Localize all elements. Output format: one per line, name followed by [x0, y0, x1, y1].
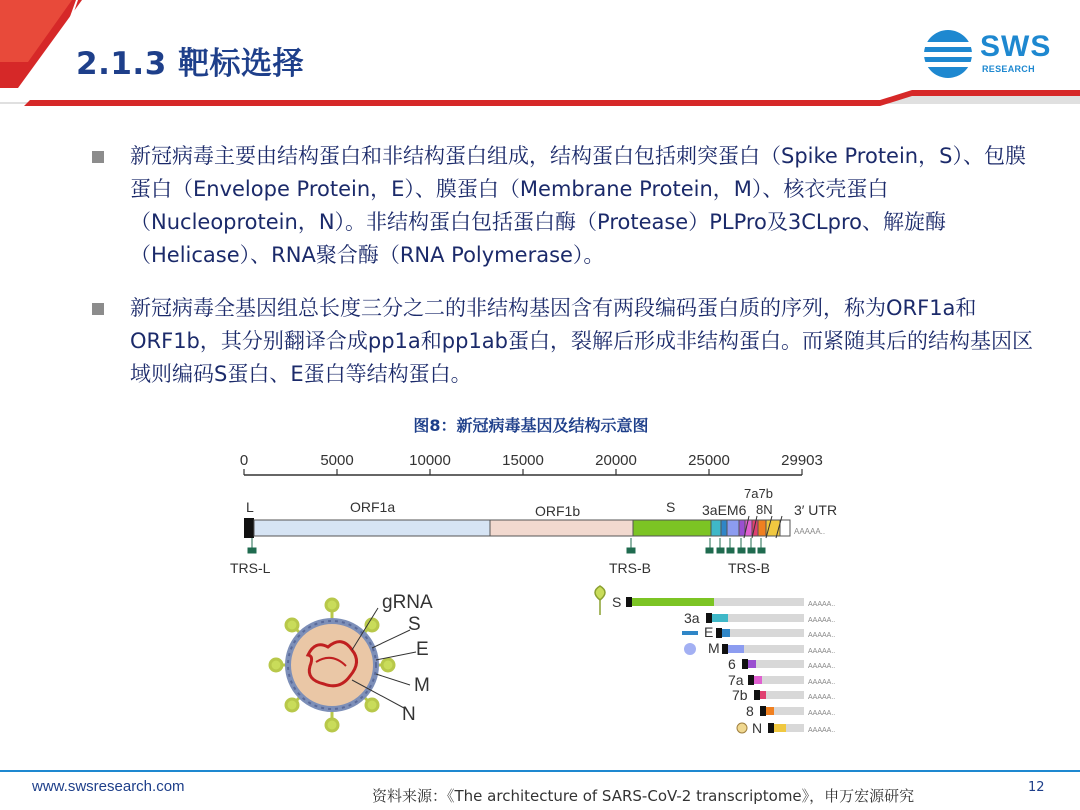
bullet-list	[92, 140, 1042, 411]
genome-label-orf1b: ORF1b	[535, 503, 581, 519]
sg-polya: AAAAA..	[808, 679, 836, 686]
genome-polya-label: AAAAA..	[794, 527, 826, 536]
bullet-square-icon	[92, 151, 104, 163]
s-block	[633, 520, 711, 536]
sg-label-3a: 3a	[684, 610, 700, 626]
sg-polya: AAAAA..	[808, 632, 836, 639]
sg-label-s: S	[612, 594, 622, 610]
orf6-block	[739, 520, 745, 536]
e-block	[721, 520, 727, 536]
genome-label-8n: 8N	[756, 502, 773, 517]
trs-markers	[248, 538, 765, 553]
genome-label-l: L	[246, 499, 254, 515]
genome-label-7a7b: 7a7b	[744, 486, 773, 501]
genome-label-small-orfs: 3aEM6	[702, 502, 747, 518]
bullet-text: 新冠病毒全基因组总长度三分之二的非结构基因含有两段编码蛋白质的序列，称为ORF1a和ORF1b，其分别翻译合成pp1a和pp1ab蛋白，裂解后形成非结构蛋白。而紧随其后的结构基因区域则编码S蛋白、E蛋白等结构蛋白。	[130, 296, 1033, 386]
genome-label-orf1a: ORF1a	[350, 499, 396, 515]
logo-text: SWS	[980, 30, 1052, 63]
bullet-text: 新冠病毒主要由结构蛋白和非结构蛋白组成，结构蛋白包括刺突蛋白（Spike Protein，S）、包膜蛋白（Envelope Protein，E）、膜蛋白（Membrane Protein，M）、核衣壳蛋白（Nucleoprotein，N）。非结构蛋白包括蛋白酶（Protease）PLPro及3CLpro、解旋酶（Helicase）、RNA聚合酶（RNA Polymerase）。	[130, 144, 1026, 267]
virion-label-e: E	[416, 639, 429, 660]
bullet-item	[92, 140, 1042, 272]
virion-label-s: S	[408, 614, 421, 635]
m-protein-icon	[684, 643, 696, 655]
sws-logo	[922, 28, 1062, 80]
sg-polya: AAAAA..	[808, 727, 836, 734]
sg-label-e: E	[704, 624, 714, 640]
ruler-tick-label: 0	[239, 452, 249, 469]
ruler-ticks	[244, 469, 802, 475]
virion-label-n: N	[402, 704, 416, 725]
sg-label-8: 8	[746, 703, 754, 719]
ruler-tick-label: 29903	[781, 452, 823, 469]
sg-polya: AAAAA..	[808, 601, 836, 608]
sg-polya: AAAAA..	[808, 710, 836, 717]
n-protein-icon	[737, 723, 747, 733]
trs-b-label: TRS-B	[728, 560, 770, 576]
ruler-tick-label: 5000	[320, 452, 354, 469]
trs-b-label: TRS-B	[609, 560, 651, 576]
footer-divider	[0, 770, 1080, 772]
footer-source: 资料来源：《The architecture of SARS-CoV-2 transcriptome》，申万宏源研究	[372, 787, 915, 805]
spike-icon	[595, 586, 605, 615]
sg-label-n: N	[752, 720, 763, 736]
orf8-block	[758, 520, 766, 536]
sg-polya: AAAAA..	[808, 663, 836, 670]
ruler-tick-label: 25000	[688, 452, 730, 469]
n-block	[766, 520, 780, 536]
sg-label-6: 6	[728, 656, 736, 672]
orf3a-block	[711, 520, 721, 536]
orf1b-block	[490, 520, 633, 536]
logo-subtext: RESEARCH	[982, 64, 1035, 74]
genome-label-utr: 3′ UTR	[794, 502, 838, 518]
trs-l-label: TRS-L	[230, 560, 271, 576]
bullet-square-icon	[92, 303, 104, 315]
page-number: 12	[1028, 780, 1045, 795]
bullet-item	[92, 292, 1042, 391]
sg-polya: AAAAA..	[808, 694, 836, 701]
sg-label-7b: 7b	[732, 687, 748, 703]
sg-label-m: M	[708, 640, 720, 656]
virion-label-m: M	[414, 675, 430, 696]
m-block	[727, 520, 739, 536]
page-title: 2.1.3 靶标选择	[76, 46, 305, 82]
footer-url: www.swsresearch.com	[32, 778, 185, 795]
figure-title: 图8：新冠病毒基因及结构示意图	[413, 416, 649, 435]
virion-illustration	[270, 599, 394, 731]
genome-diagram	[220, 440, 860, 750]
utr-block	[780, 520, 790, 536]
ruler-tick-label: 10000	[409, 452, 451, 469]
subgenomic-rnas	[595, 586, 804, 736]
orf1a-block	[254, 520, 490, 536]
virion-label-grna: gRNA	[382, 592, 433, 613]
leader-block	[244, 518, 254, 538]
sg-polya: AAAAA..	[808, 617, 836, 624]
ruler-tick-label: 20000	[595, 452, 637, 469]
sws-logo-icon	[922, 28, 974, 80]
sg-label-7a: 7a	[728, 672, 744, 688]
e-protein-icon	[682, 631, 698, 635]
sg-polya: AAAAA..	[808, 648, 836, 655]
genome-label-s: S	[666, 499, 676, 515]
ruler-tick-label: 15000	[502, 452, 544, 469]
